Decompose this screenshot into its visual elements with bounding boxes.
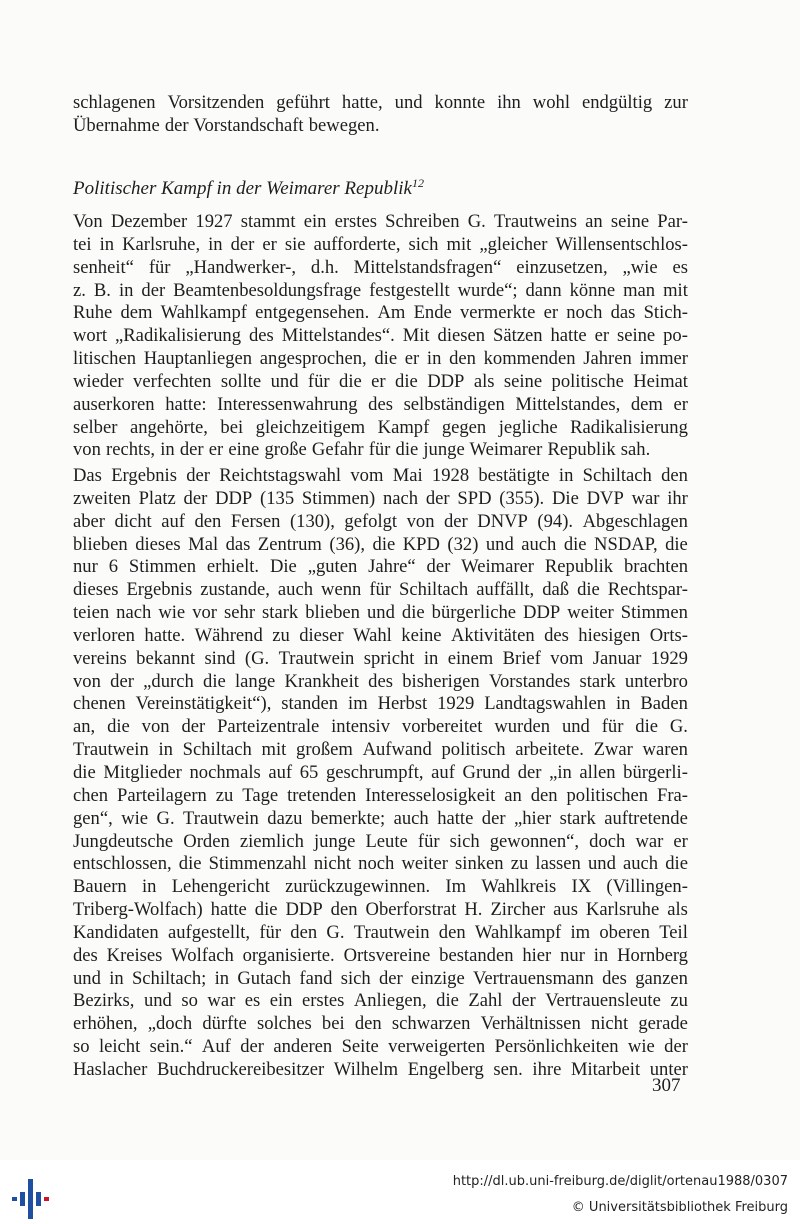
text-line: Trautwein in Schiltach mit großem Aufwand politisch arbeitete. Zwar waren [73, 739, 688, 761]
text-line: gen“, wie G. Trautwein dazu bemerkte; auch hatte der „hier stark auftretende [73, 807, 688, 829]
text-line: Ruhe dem Wahlkampf entgegensehen. Am Ende vermerkte er noch das Stich- [73, 302, 688, 324]
text-line: chen Parteilagern zu Tage tretenden Interesselosigkeit an den politischen Fra- [73, 784, 688, 806]
text-line: von der „durch die lange Krankheit des bisherigen Vorstandes stark unterbro [73, 670, 688, 692]
section-heading-title: Politischer Kampf in der Weimarer Republik [73, 178, 412, 199]
text-line: Triberg-Wolfach) hatte die DDP den Oberforstrat H. Zircher aus Karlsruhe als [73, 899, 688, 921]
text-line: Von Dezember 1927 stammt ein erstes Schreiben G. Trautweins an seine Par- [73, 211, 688, 232]
text-line: des Kreises Wolfach organisierte. Ortsvereine bestanden hier nur in Hornberg [73, 944, 688, 966]
text-line: Bauern in Lehengericht zurückzugewinnen. Im Wahlkreis IX (Villingen- [73, 876, 688, 898]
paragraph-2 [73, 465, 688, 1082]
text-line: Jungdeutsche Orden ziemlich junge Leute für sich gewonnen“, doch war er [73, 830, 688, 852]
text-line: an, die von der Parteizentrale intensiv vorbereitet wurden und für die G. [73, 716, 688, 738]
text-line: die Mitglieder nochmals auf 65 geschrumpft, auf Grund der „in allen bürgerli- [73, 761, 688, 783]
text-line: wort „Radikalisierung des Mittelstandes“. Mit diesen Sätzen hatte er seine po- [73, 325, 688, 347]
text-line: blieben dieses Mal das Zentrum (36), die KPD (32) und auch die NSDAP, die [73, 533, 688, 555]
text-line: z. B. in der Beamtenbesoldungsfrage festgestellt wurde“; dann könne man mit [73, 279, 688, 301]
text-line: litischen Hauptanliegen angesprochen, die er in den kommenden Jahren immer [73, 348, 688, 370]
text-line: entschlossen, die Stimmenzahl nicht noch weiter sinken zu lassen und auch die [73, 853, 688, 875]
text-line: erhöhen, „doch dürfte solches bei den schwarzen Verhältnissen nicht gerade [73, 1013, 688, 1035]
footer-bar [0, 1160, 800, 1224]
text-line: Kandidaten aufgestellt, für den G. Trautwein den Wahlkampf im oberen Teil [73, 921, 688, 943]
text-line: von rechts, in der er eine große Gefahr für die junge Weimarer Republik sah. [73, 439, 651, 461]
text-line: schlagenen Vorsitzenden geführt hatte, und konnte ihn wohl endgültig zur [73, 92, 688, 113]
footnote-reference: 12 [411, 176, 424, 190]
section-heading [73, 176, 424, 200]
text-line: aber dicht auf den Fersen (130), gefolgt von der DNVP (94). Abgeschlagen [73, 510, 688, 532]
text-line: wieder verfechten sollte und für die er die DDP als seine politische Heimat [73, 370, 688, 392]
text-line: Bezirks, und so war es ein erstes Anliegen, die Zahl der Vertrauensleute zu [73, 990, 688, 1012]
text-line: vereins bekannt sind (G. Trautwein spricht in einem Brief vom Januar 1929 [73, 647, 688, 669]
footer-url-link[interactable]: http://dl.ub.uni-freiburg.de/diglit/ortenau1988/0307 [452, 1174, 788, 1189]
text-line: nur 6 Stimmen erhielt. Die „guten Jahre“ der Weimarer Republik brachten [73, 556, 688, 578]
paragraph-1 [73, 211, 688, 462]
text-line: zweiten Platz der DDP (135 Stimmen) nach der SPD (355). Die DVP war ihr [73, 487, 688, 509]
text-line: dieses Ergebnis zustande, auch wenn für Schiltach auffällt, daß die Rechtspar- [73, 579, 688, 601]
text-line: so leicht sein.“ Auf der anderen Seite verweigerten Persönlichkeiten wie der [73, 1036, 688, 1058]
university-library-logo [10, 1175, 52, 1219]
text-line: verloren hatte. Während zu dieser Wahl keine Aktivitäten des hiesigen Orts- [73, 624, 688, 646]
text-line: und in Schiltach; in Gutach fand sich der einzige Vertrauensmann des ganzen [73, 967, 688, 989]
text-line: tei in Karlsruhe, in der er sie aufforderte, sich mit „gleicher Willensentschlos- [73, 233, 688, 255]
text-line: Übernahme der Vorstandschaft bewegen. [73, 114, 380, 136]
text-line: auserkoren hatte: Interessenwahrung des selbständigen Mittelstandes, dem er [73, 393, 688, 415]
text-line: selber angehörte, bei gleichzeitigem Kampf gegen jegliche Radikalisierung [73, 416, 688, 438]
text-line: Haslacher Buchdruckereibesitzer Wilhelm Engelberg sen. ihre Mitarbeit unter [73, 1058, 688, 1080]
text-line: senheit“ für „Handwerker-, d.h. Mittelstandsfragen“ einzusetzen, „wie es [73, 256, 688, 278]
text-line: Das Ergebnis der Reichtstagswahl vom Mai 1928 bestätigte in Schiltach den [73, 465, 688, 486]
intro-paragraph [73, 92, 688, 138]
text-line: teien nach wie vor sehr stark blieben und die bürgerliche DDP weiter Stimmen [73, 602, 688, 624]
footer-copyright: © Universitätsbibliothek Freiburg [571, 1200, 788, 1215]
page-number: 307 [652, 1075, 681, 1096]
text-line: chenen Vereinstätigkeit“), standen im Herbst 1929 Landtagswahlen in Baden [73, 693, 688, 715]
